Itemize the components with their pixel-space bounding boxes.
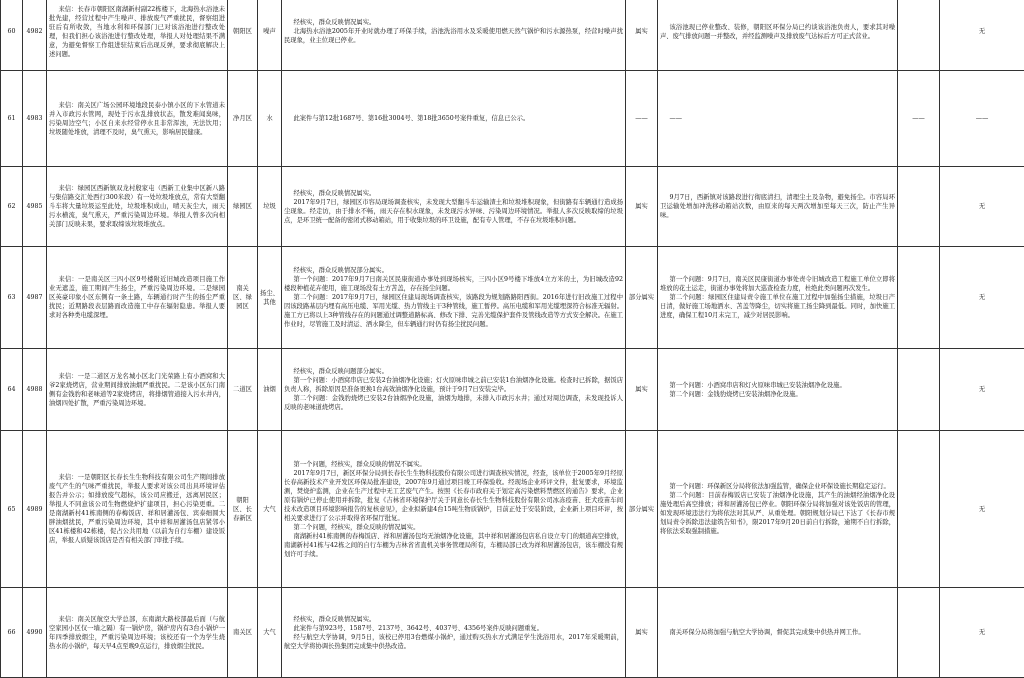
investigation-result-cell: 第一个问题，经核实，群众反映的情况不属实。 2017年9月7日，新区环保分局到长春长生生物科技股份有限公司进行调查核实情况，经查，该单位于2005年9月经原长春高新技术产业开发区环保局批准建设，2007年9月通过项目竣工环保验收。经现场企业环评文件，批复要求，环境监测，焚烧炉监测，企业在生产过程中无工艺废气产生。按照《长春市政府关于划定高污染燃料禁燃区的通告》要求，企业原有锅炉已停止使用并拆除，批复《吉林省环境保护厅关于同意长春长生生物科技股份有限公司冰冻疫苗、狂犬疫苗车间技术改造项目环境影响报告的复核意见》，企业拟新建4台15吨生物质锅炉，目前正处于安装阶段，企业新上项目环评，按相关要求进行了公示并取得省环保厅批复。 第二个问题，经核实，群众反映的情况属实。 南湖新村41栋南侧的春梅饭店、祥和居灌汤包均无油烟净化设施，其中祥和居灌汤包店私自设立专门的烟道高空排放，南湖新村41栋与42栋之间的自行车棚为吉林省省直机关事务管理局所有，车棚局部已改为祥和居灌汤包店，该车棚没有规划许可手续。	[282, 431, 626, 588]
investigation-result-cell: 经核实，群众反映情况属实。 2017年9月7日，绿园区市容局现场调查核实，未发现大型翻斗车运输渣土和垃圾堆积现象，但街路有车辆通行造成扬尘现象。经走访，由于排水不畅，雨天存在积水现象，未发现污水异味、污染周边环境情况。举报人多次反映取缔的垃圾点，是环卫统一配备的密闭式移动箱站，用于收集垃圾的环卫设施，配有专人管理，不存在垃圾堆积问题。	[282, 167, 626, 247]
pollution-type-cell: 噪声	[258, 0, 282, 71]
action-cell: 第一个问题：9月7日，南关区民康街道办事处责令旧城改造工程施工单位立即将堆放的花土运走，街道办事处将加大巡查检查力度，杜绝此类问题再次发生。 第二个问题：绿园区住建局责令施工单位在施工过程中加强扬尘措施，垃圾日产日清，做好施工场地洒水、苫盖等降尘，切实将施工扬尘降到最低。同时，加快施工进度，确保工程10月末完工，减少对居民影响。	[658, 247, 898, 349]
district-cell: 净月区	[228, 71, 258, 167]
pollution-type-cell: 水	[258, 71, 282, 167]
pollution-type-cell: 大气	[258, 588, 282, 678]
table-row	[1, 247, 1024, 349]
action-cell: ——	[658, 71, 898, 167]
empty-cell	[898, 167, 940, 247]
district-cell: 朝阳区	[228, 0, 258, 71]
row-seq-cell: 64	[1, 349, 23, 431]
investigation-result-cell: 经核实，群众反映情况部分属实。 第一个问题：2017年9月7日南关区民康街道办事处到现场核实，三四小区9号楼下堆放4立方米的土，为旧城改造92楼段种植花卉使用，施工现场没有土方苫盖，存在扬尘问题。 第二个问题：2017年9月7日，绿园区住建局现场调查核实，该路段为规划路路阳西街。2016年进行旧改施工过程中因该段路基层内埋有高压电缆、军用光缆、热力管线主干3种管线，施工暂停。高压电缆和军用光缆埋深符合标准无辐射。施工方已将以上3种管线存在的问题通过调整道路标高、修改下排、完善光缆保护套件及管线改造等方式安全解决。在施工作业时，尽管施工及时清运、洒水降尘，但车辆通行时仍有扬尘扰民问题。	[282, 247, 626, 349]
row-seq-cell: 66	[1, 588, 23, 678]
verdict-cell: 属实	[626, 588, 658, 678]
verdict-cell: 部分属实	[626, 247, 658, 349]
accountability-cell: 无	[940, 167, 1024, 247]
action-cell: 9月7日，西新镇对该路段进行彻底清扫，清理尘土及杂物，避免扬尘。市容局环卫运输处增加冲洗移动箱站次数，由原来的每天两次增加至每天三次，防止产生异味。	[658, 167, 898, 247]
empty-cell	[898, 588, 940, 678]
row-id-cell: 4983	[23, 71, 47, 167]
investigation-result-cell: 经核实，群众反映情况属实。 此案件与第923号、1587号、2137号、3642号、4037号、4356号案件反映问题重复。 经与航空大学协调，9月5日，该校已停用3台燃煤小锅炉，通过购买热水方式满足学生洗浴用水，2017年采暖期前，航空大学将协调长热集团完成集中供热改造。	[282, 588, 626, 678]
verdict-cell: 属实	[626, 349, 658, 431]
district-cell: 朝阳区、长春新区	[228, 431, 258, 588]
complaint-content-cell: 来信：绿园区西新镇双龙村殷家屯（西新工业集中区新八路与集信路交汇处西行300米段）有一处垃圾堆放点，常有大型翻斗车将大量垃圾运至此处，垃圾堆积成山，晴天灰尘大，雨天污水横流，臭气熏天，严重污染周边环境。举报人曾多次向相关部门反映未果，要求取缔该垃圾堆放点。	[47, 167, 228, 247]
accountability-cell: 无	[940, 349, 1024, 431]
investigation-result-cell: 此案件与第12批1687号、第16批3004号、第18批3650号案件重复，信息已公示。	[282, 71, 626, 167]
complaint-content-cell: 来信：南关区广场公园环境地段民泰小镇小区的下水管道未并入市政污水管网，现处于污水乱排放状态，散发难闻臭味，污染周边空气；小区自来水经常停水且非常浑浊，无法饮用；垃圾随处堆放，清理不及时，臭气熏天，影响居民健康。	[47, 71, 228, 167]
row-seq-cell: 61	[1, 71, 23, 167]
verdict-cell: 部分属实	[626, 431, 658, 588]
table-row	[1, 349, 1024, 431]
pollution-type-cell: 扬尘、其他	[258, 247, 282, 349]
row-seq-cell: 60	[1, 0, 23, 71]
complaint-content-cell: 来信：一是南关区三四小区9号楼附近旧城改造项目施工作业无遮盖，施工期间产生扬尘，严重污染周边环境。二是绿园区英豪印象小区东侧有一条土路，车辆通行时产生的扬尘严重扰民；近期路段表层路面改造施工中存在辐射隐患。举报人要求对各种类电缆深埋。	[47, 247, 228, 349]
pollution-type-cell: 大气	[258, 431, 282, 588]
row-seq-cell: 63	[1, 247, 23, 349]
action-cell: 第一个问题：环保新区分局将依法加强监管，确保企业环保设施长期稳定运行。 第二个问题：目前春梅饭店已安装了油烟净化设施，其产生的油烟经油烟净化设施处理后高空排放；祥和居灌汤包已停业。朝阳环保分局将加强对该处饭店的管理，如发现环境违法行为将依法对其从严、从重处理。朝阳规划分局已下达了《长春市规划局责令拆除违法建筑告知书》，限2017年9月20日前自行拆除，逾期不自行拆除，将依法采取强制措施。	[658, 431, 898, 588]
row-id-cell: 4990	[23, 588, 47, 678]
complaint-content-cell: 来信：长春市朝阳区南湖新村副22栋楼下，北海热水浴池未批先建，经营过程中产生噪声、排放废气严重扰民，督察组进驻后有所收敛，当地水利和环保部门已对该浴池进行整改处理，但我们担心该浴池进行整改处理，举报人对处理结果不满意，为避免督察工作组进驻结束后出现反弹，要求彻底解决上述问题。	[47, 0, 228, 71]
table-row	[1, 431, 1024, 588]
accountability-cell: ——	[940, 71, 1024, 167]
empty-cell	[898, 0, 940, 71]
district-cell: 绿园区	[228, 167, 258, 247]
district-cell: 南关区	[228, 588, 258, 678]
accountability-cell: 无	[940, 0, 1024, 71]
table-row	[1, 588, 1024, 678]
accountability-cell: 无	[940, 588, 1024, 678]
empty-cell	[898, 431, 940, 588]
row-id-cell: 4982	[23, 0, 47, 71]
action-cell: 第一个问题：小酒窝串店和灯火原味串城已安装油烟净化设施。 第二个问题：金钱豹烧烤已安装油烟净化设施。	[658, 349, 898, 431]
accountability-cell: 无	[940, 431, 1024, 588]
investigation-result-cell: 经核实，群众反映情况属实。 北海热水浴池2005年开业时就办理了环保手续，浴池洗浴用水及采暖使用燃天然气锅炉和污水源热泵，经营时噪声扰民现象，业主位现已停业。	[282, 0, 626, 71]
complaint-content-cell: 来信：一是朝阳区长春长生生物科技有限公司生产期间排放废气产生的气味严重扰民，举报人要求对该公司出具环境评估报告并公示；如排放废气超标，该公司应搬迁，远离居民区；举报人不同意该公司生物燃烧炉扩建项目，担心污染更重。二是南湖新村41栋南侧的春梅饭店、祥和居灌汤包、宾泰细圆大胖油烟扰民，严重污染周边环境，其中祥和居灌汤包店紧邻小区41栋楼和42栋楼，促占公共用地（以前为自行车棚）建设饭店，举报人质疑该饭店是否有相关部门审批手续。	[47, 431, 228, 588]
table-row	[1, 71, 1024, 167]
empty-cell	[898, 247, 940, 349]
empty-cell	[898, 349, 940, 431]
pollution-type-cell: 油烟	[258, 349, 282, 431]
table-row	[1, 0, 1024, 71]
row-id-cell: 4989	[23, 431, 47, 588]
row-id-cell: 4988	[23, 349, 47, 431]
table-body	[1, 0, 1024, 678]
verdict-cell: 属实	[626, 0, 658, 71]
table-row	[1, 167, 1024, 247]
row-seq-cell: 65	[1, 431, 23, 588]
complaint-content-cell: 来信：一是二道区万龙名城小区北门光荣路上有小酒窝和大爷2家烧烤店，营业期间排放油烟严重扰民。二是该小区东门南侧有金钱豹和老味道等2家烧烤店，将排烟管道接入污水井内，油烟四处扩散，严重污染周边环境。	[47, 349, 228, 431]
verdict-cell: ——	[626, 71, 658, 167]
row-id-cell: 4985	[23, 167, 47, 247]
district-cell: 二道区	[228, 349, 258, 431]
accountability-cell: 无	[940, 247, 1024, 349]
investigation-result-cell: 经核实，群众反映问题部分属实。 第一个问题：小酒窝串店已安装2台油烟净化设施；灯火原味串城之前已安装1台油烟净化设施。检查时已拆除，据饭店负责人称，拆除原因是准备更换1台高效油烟净化设施，预计于9月7日安装完毕。 第二个问题：金钱豹烧烤已安装2台油烟净化设施，油烟为地排，未排入市政污水井；通过对周边调查，未发现投诉人反映的老味道烧烤店。	[282, 349, 626, 431]
verdict-cell: 属实	[626, 167, 658, 247]
pollution-type-cell: 垃圾	[258, 167, 282, 247]
action-cell: 南关环保分局将加强与航空大学协调，督促其完成集中供热并网工作。	[658, 588, 898, 678]
empty-cell: ——	[898, 71, 940, 167]
complaint-content-cell: 来信：南关区航空大学总部，东南湖大路校部最后面（与航空家园小区仅一墙之隔）有一锅炉房，锅炉房内有3台小锅炉一年四季排放烟尘，严重污染周边环境；该校还有一个为学生烧热水的小锅炉，每天早4点至晚9点运行，排放烟尘扰民。	[47, 588, 228, 678]
district-cell: 南关区、绿园区	[228, 247, 258, 349]
row-seq-cell: 62	[1, 167, 23, 247]
row-id-cell: 4987	[23, 247, 47, 349]
action-cell: 该浴池现已停业整改、装修，朝阳区环保分局已约谈该浴池负责人，要求其对噪声、废气排放问题一并整改，并经监测噪声及排放废气达标后方可正式营业。	[658, 0, 898, 71]
